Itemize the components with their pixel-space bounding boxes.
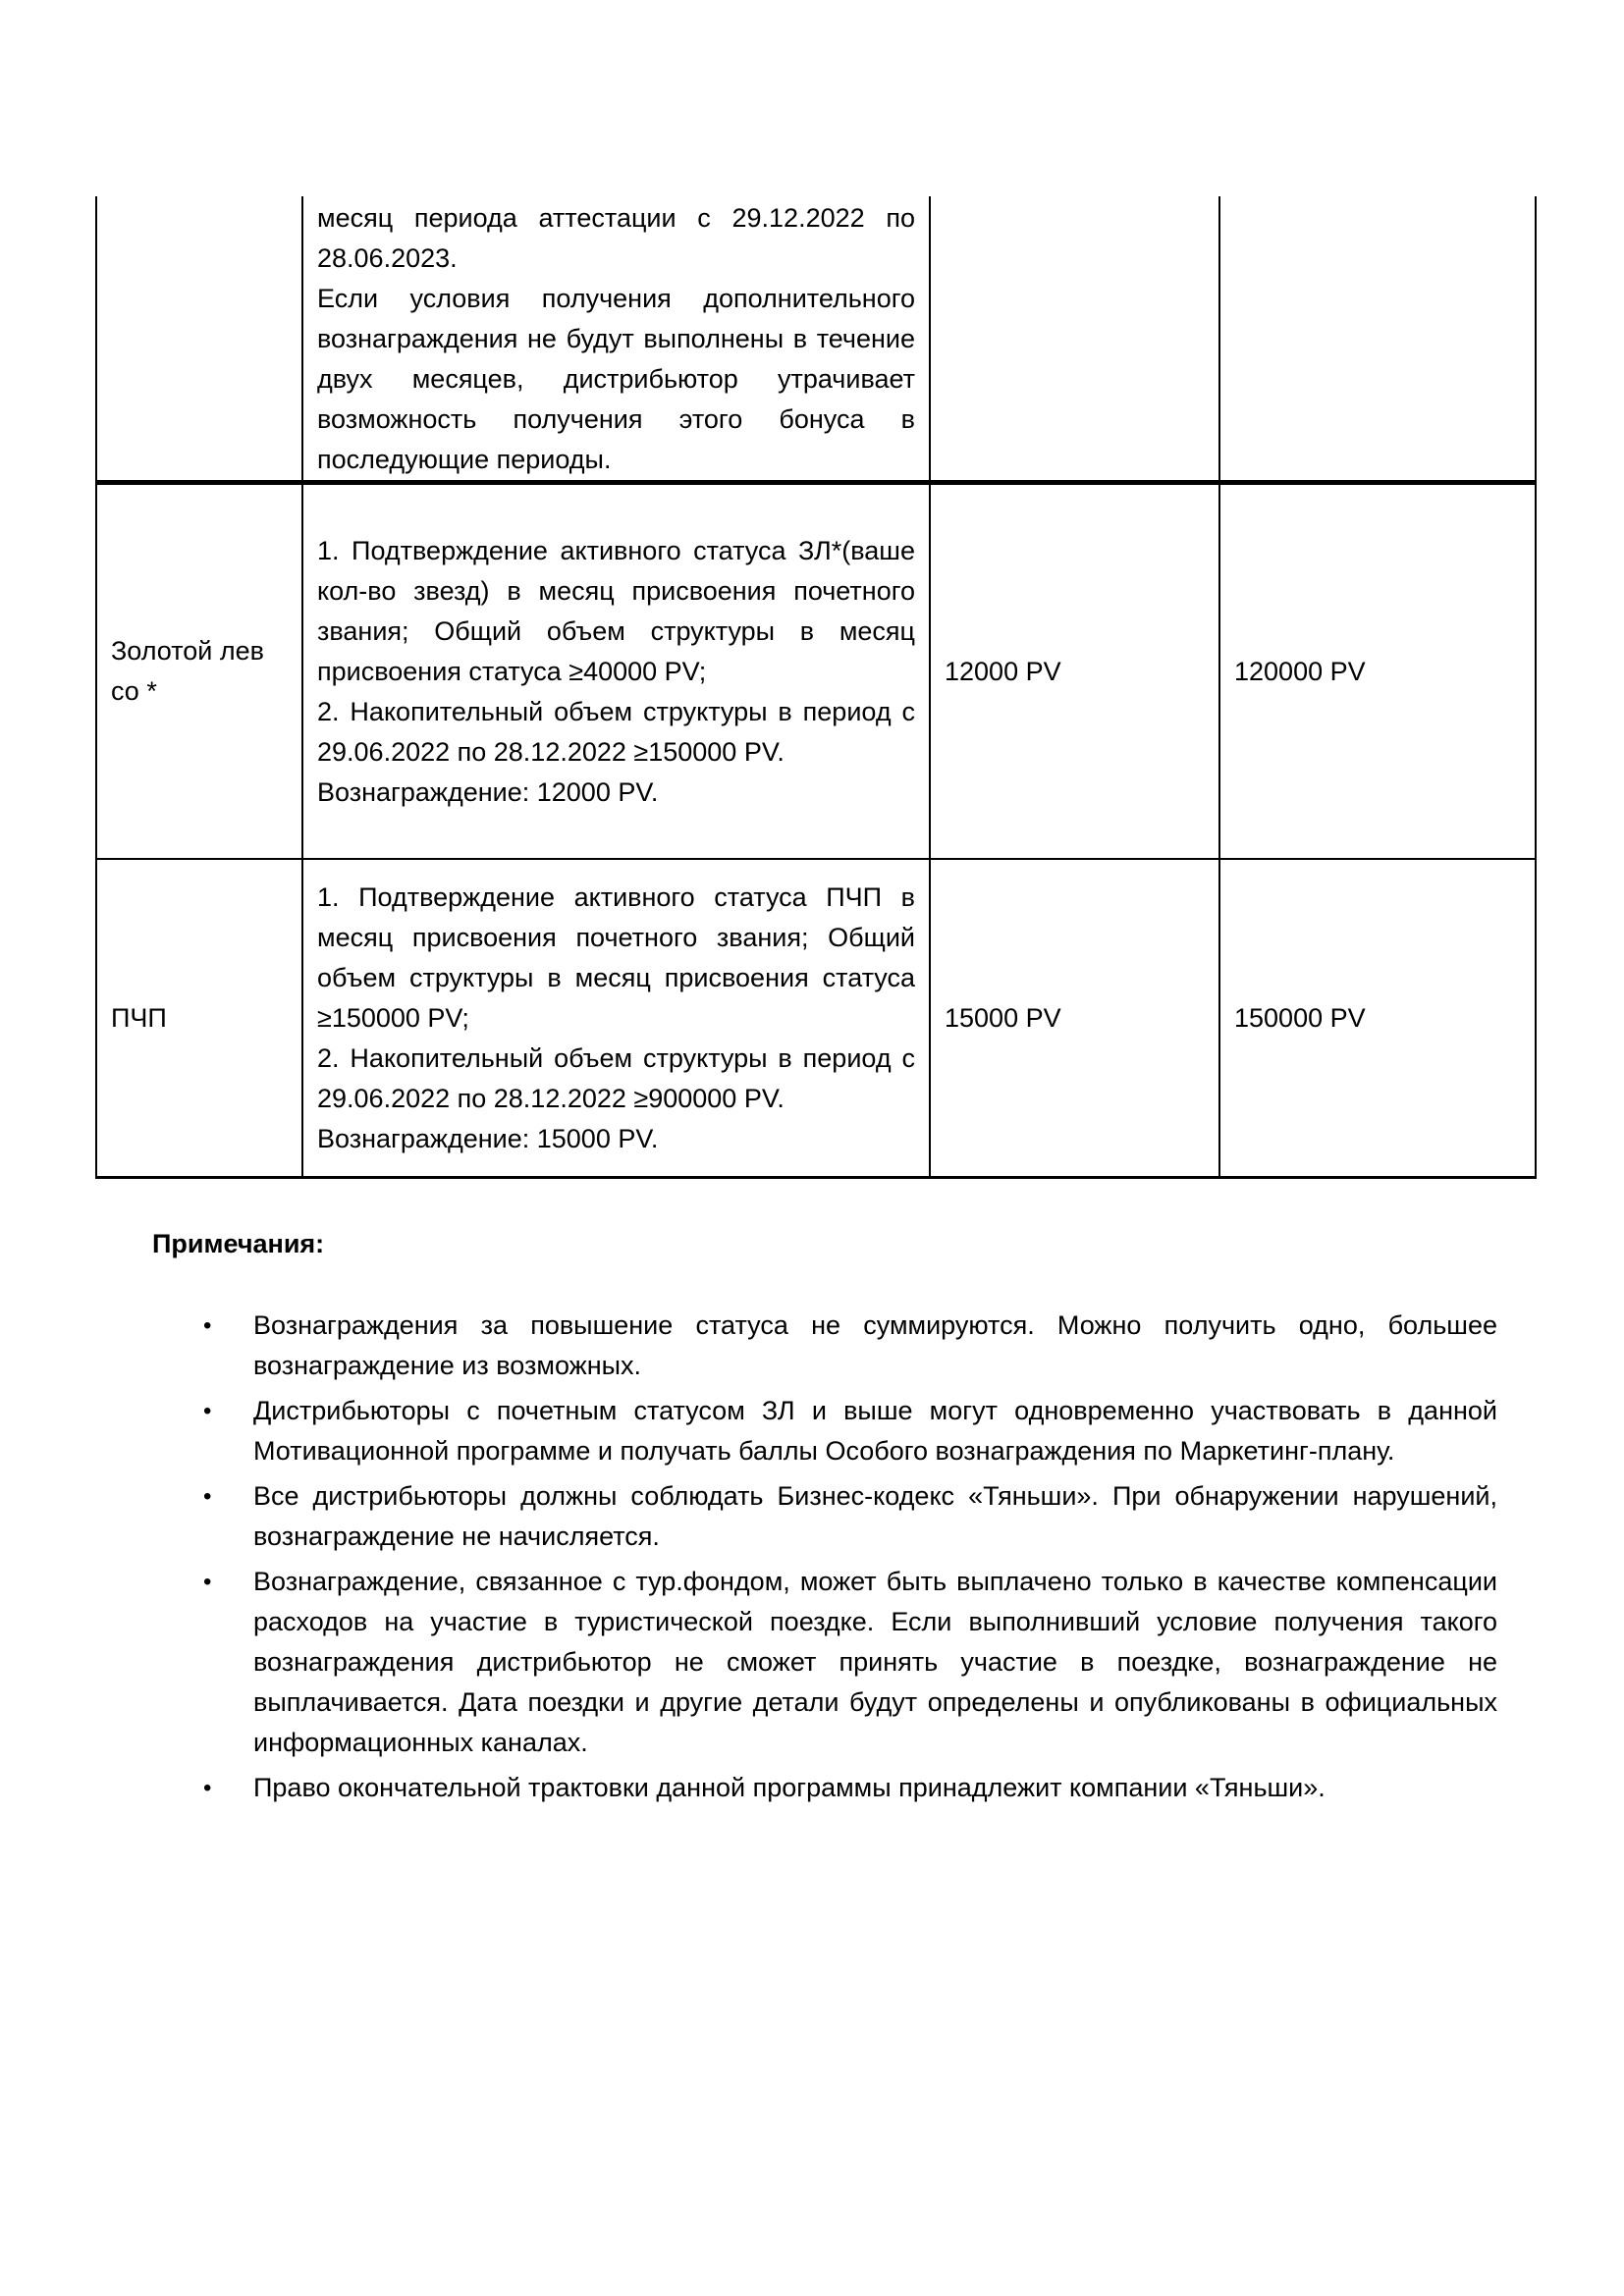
condition-line: Если условия получения дополнительного вознаграждения не будут выполнены в течение двух месяцев, дистрибьютор утрачивает возможность получения этого бонуса в последующие периоды. (317, 284, 915, 474)
table-row (96, 483, 1536, 860)
condition-line: Вознаграждение: 12000 PV. (317, 776, 659, 807)
fund-cell: 150000 PV (1219, 859, 1536, 1178)
note-text: Все дистрибьюторы должны соблюдать Бизнес-кодекс «Тяньши». При обнаружении нарушений, вознаграждение не начисляется. (253, 1481, 1497, 1551)
table-row (96, 196, 1536, 483)
note-item (203, 1306, 1497, 1386)
status-level-cell: ПЧП (96, 859, 302, 1178)
condition-line: 2. Накопительный объем структуры в период с 29.06.2022 по 28.12.2022 ≥900000 PV. (317, 1042, 915, 1113)
table-row (96, 859, 1536, 1178)
conditions-cell (302, 859, 930, 1178)
reward-table (95, 196, 1537, 1179)
status-level-cell (96, 196, 302, 483)
status-level-cell: Золотой лев со * (96, 483, 302, 860)
note-item (203, 1391, 1497, 1471)
condition-line: 1. Подтверждение активного статуса ЗЛ*(ваше кол-во звезд) в месяц присвоения почетного звания; Общий объем структуры в месяц присвоения статуса ≥40000 PV; (317, 535, 915, 686)
note-text: Вознаграждение, связанное с тур.фондом, может быть выплачено только в качестве компенсации расходов на участие в туристической поездке. Если выполнивший условие получения такого вознаграждения дистрибьютор не сможет принять участие в поездке, вознаграждение не выплачивается. Дата поездки и другие детали будут определены и опубликованы в официальных информационных каналах. (253, 1567, 1497, 1757)
condition-line: Вознаграждение: 15000 PV. (317, 1123, 659, 1153)
bullet-icon: • (203, 1775, 212, 1801)
bullet-icon: • (203, 1312, 212, 1339)
notes-list (203, 1306, 1497, 1813)
note-item (203, 1768, 1497, 1808)
reward-cell: 12000 PV (930, 483, 1219, 860)
notes-heading: Примечания: (152, 1229, 325, 1258)
conditions-cell (302, 196, 930, 483)
bullet-icon: • (203, 1569, 212, 1595)
fund-cell (1219, 196, 1536, 483)
note-item (203, 1562, 1497, 1763)
reward-cell (930, 196, 1219, 483)
condition-line: месяц периода аттестации с 29.12.2022 по 28.06.2023. (317, 203, 915, 273)
bullet-icon: • (203, 1483, 212, 1510)
note-item (203, 1476, 1497, 1557)
note-text: Вознаграждения за повышение статуса не суммируются. Можно получить одно, большее вознаграждение из возможных. (253, 1310, 1497, 1380)
bullet-icon: • (203, 1398, 212, 1424)
note-text: Дистрибьюторы с почетным статусом ЗЛ и выше могут одновременно участвовать в данной Мотивационной программе и получать баллы Особого вознаграждения по Маркетинг-плану. (253, 1396, 1497, 1466)
reward-cell: 15000 PV (930, 859, 1219, 1178)
note-text: Право окончательной трактовки данной программы принадлежит компании «Тяньши». (253, 1773, 1326, 1802)
condition-line: 2. Накопительный объем структуры в период с 29.06.2022 по 28.12.2022 ≥150000 PV. (317, 696, 915, 767)
fund-cell: 120000 PV (1219, 483, 1536, 860)
conditions-cell (302, 483, 930, 860)
condition-line: 1. Подтверждение активного статуса ПЧП в месяц присвоения почетного звания; Общий объем структуры в месяц присвоения статуса ≥150000 PV; (317, 881, 915, 1033)
